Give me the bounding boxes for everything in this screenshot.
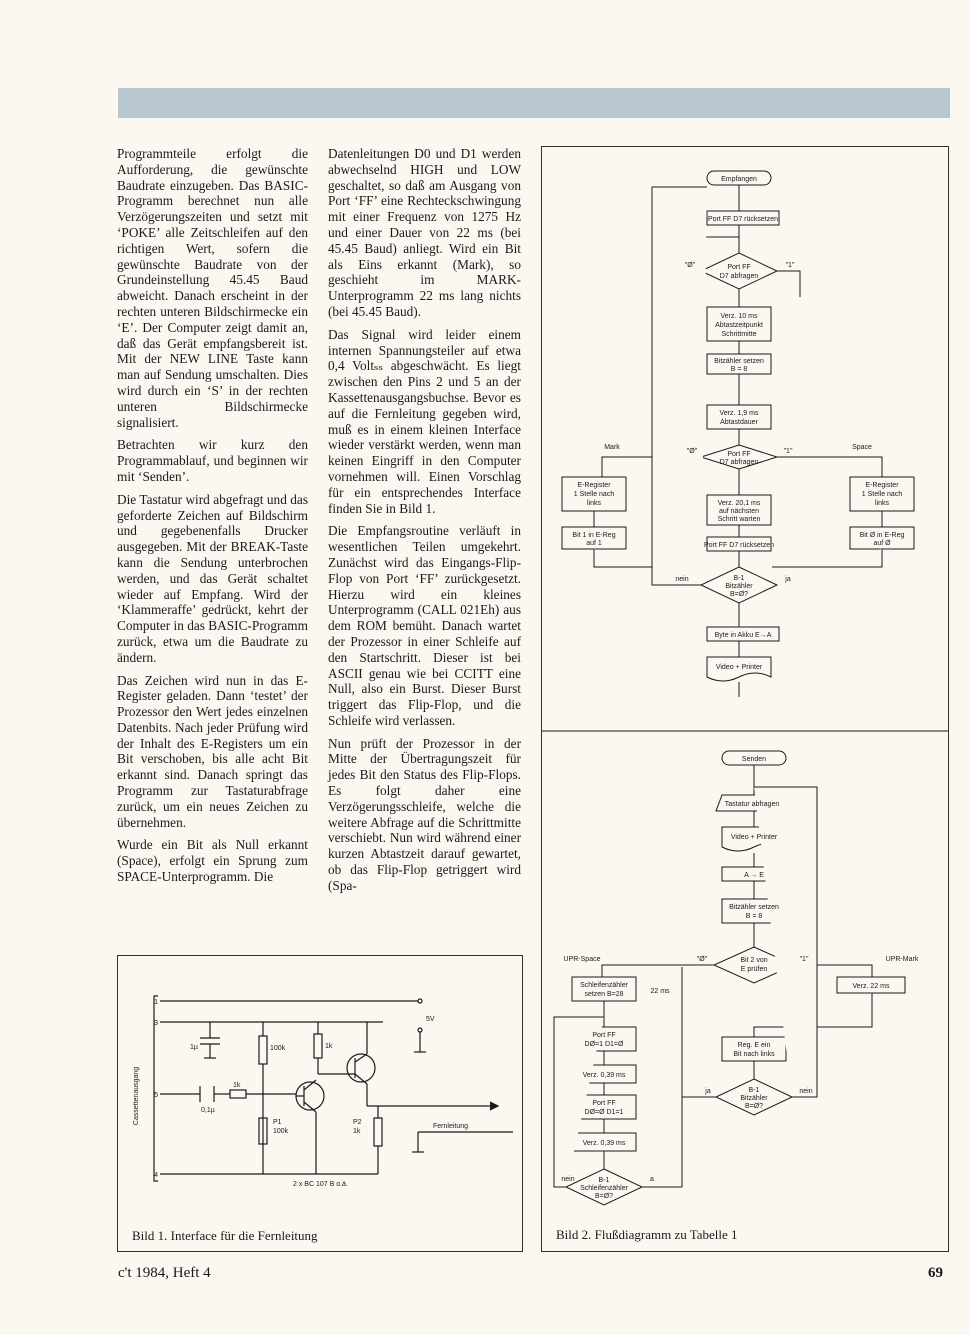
recv-dec: D7 abfragen [719, 273, 759, 280]
flowchart-figure [541, 146, 949, 1252]
recv-box: Port FF D7 rücksetzen [707, 216, 779, 223]
recv-box: Bit 1 in E-Reg [572, 532, 616, 539]
recv-box: links [874, 500, 890, 507]
recv-mark: Mark [604, 444, 620, 451]
recv-box: Schrittmitte [721, 331, 757, 338]
recv-box: Port FF D7 rücksetzen [703, 542, 775, 549]
send-box: B = 8 [745, 913, 763, 920]
recv-box: Byte in Akku E→A [714, 632, 772, 639]
send-nein: nein [799, 1088, 813, 1095]
send-dec: B-1 [598, 1177, 610, 1184]
flowchart-diagram [542, 147, 948, 1251]
p1-value: 100k [273, 1128, 289, 1135]
send-box: DØ=Ø D1=1 [584, 1109, 624, 1116]
page-number: 69 [928, 1265, 943, 1281]
output-label: Fernleitung [433, 1123, 469, 1130]
pin-4-label: 4 [154, 1172, 158, 1179]
recv-box: Abtastzeitpunkt [715, 322, 763, 329]
paragraph: Nun prüft der Prozessor in der Mitte der Übertragungszeit für jedes Bit den Status des Flip-Flops. Es folgt daher eine Verzögerungsschleife, welche die weitere Abfrage auf die Schrittmitte verschiebt. Nun wird während einer kurzen Abtastzeit darauf gewartet, ob das Flip-Flop getriggert wird (Spa- [328, 735, 521, 893]
recv-ja: ja [785, 576, 791, 583]
paragraph: Die Tastatur wird abgefragt und das geforderte Zeichen auf Bildschirm und gegebenenfalls Drucker ausgegeben. Mit der BREAK-Taste kann die Sendung unterbrochen werden, und das Gerät schaltet wieder auf Empfang. Wird der ‘Klammeraffe’ gedrückt, kehrt der Computer in das BASIC-Programm zurück, etwa um die Baudrate zu ändern. [117, 491, 308, 665]
text-column-2 [328, 146, 521, 901]
paragraph: Das Zeichen wird nun in das E-Register geladen. Dann ‘testet’ der Prozessor den Wert jedes einzelnen Datenbits. Nach jeder Prüfung wird der Inhalt des E-Registers um ein Bit verschoben, bis alle acht Bit erkannt sind. Danach springt das Programm zur Tastaturabfrage zurück, um ein neues Zeichen zu übernehmen. [117, 672, 308, 830]
recv-box: Bitzähler setzen [714, 358, 764, 365]
recv-box: 1 Stelle nach [861, 491, 903, 498]
send-box: Port FF [592, 1032, 616, 1039]
send-ja: ja [705, 1088, 711, 1095]
send-dec: Schleifenzähler [580, 1185, 628, 1192]
header-band [118, 88, 950, 118]
pin-5-label: 5 [154, 1092, 158, 1099]
send-box: Bit nach links [733, 1051, 775, 1058]
recv-start: Empfangen [721, 176, 757, 183]
recv-zero: "Ø" [684, 262, 696, 269]
figure-1-caption: Bild 1. Interface für die Fernleitung [132, 1228, 318, 1243]
send-box: setzen B=28 [584, 991, 624, 998]
r1-label: 1k [233, 1082, 241, 1089]
send-box: A → E [744, 872, 764, 879]
supply-label: 5V [426, 1016, 435, 1023]
send-space: UPR-Space [563, 956, 601, 963]
p2-label: P2 [353, 1119, 362, 1126]
recv-box: B = 8 [730, 366, 748, 373]
footer-issue: c't 1984, Heft 4 [118, 1265, 211, 1281]
recv-space: Space [852, 444, 872, 451]
paragraph: Das Signal wird leider einem internen Spannungsteiler auf etwa 0,4 Voltₛₛ abgeschwächt. Es liegt zwischen den Pins 2 und 5 an der Kassettenausgangsbuchse. Bevor es auf die Fernleitung gegeben wird, muß es in einem kleinen Interface wieder verstärkt werden, wenn man keinen Eingriff in den Computer vornehmen will. Einen Vorschlag für ein entsprechendes Interface finden Sie in Bild 1. [328, 326, 521, 516]
send-box: Verz. 0,39 ms [582, 1140, 626, 1147]
send-mark: UPR-Mark [885, 956, 919, 963]
paragraph: Die Empfangsroutine verläuft in wesentlichen Teilen umgekehrt. Zunächst wird das Eingangs-Flip-Flop von Port ‘FF’ zurückgesetzt. Hierzu wird ein kleines Unterprogramm (CALL 021Eh) aus dem ROM bemüht. Danach wartet der Prozessor in einer Schleife auf den Startschritt. Dieser ist bei ASCII genau wie bei CCITT eine Null, also ein Burst. Dieser Burst triggert das Flip-Flop, und die Schleife wird verlassen. [328, 523, 521, 728]
recv-one: "1" [783, 448, 793, 455]
text-column-1 [117, 146, 308, 892]
send-start: Senden [741, 756, 767, 763]
recv-box: auf 1 [586, 540, 602, 547]
recv-box: Bit Ø in E-Reg [859, 532, 905, 539]
send-box: Bitzähler setzen [729, 904, 779, 911]
send-box: Port FF [592, 1100, 616, 1107]
recv-dec: D7 abfragen [719, 459, 759, 466]
send-dec: Bit 2 von [740, 957, 768, 964]
pin-1-label: 1 [154, 999, 158, 1006]
recv-box: Video + Printer [715, 664, 763, 671]
send-dec: E prüfen [740, 966, 768, 973]
r2-label: 100k [270, 1045, 286, 1052]
circuit-diagram [118, 956, 522, 1251]
c2-label: 0,1µ [201, 1107, 215, 1114]
p1-label: P1 [273, 1119, 282, 1126]
send-box: Schleifenzähler [580, 982, 628, 989]
c1-label: 1µ [190, 1044, 198, 1051]
recv-box: Verz. 1,9 ms [719, 410, 759, 417]
recv-box: links [586, 500, 602, 507]
send-ms: 22 ms [650, 988, 670, 995]
recv-zero: "Ø" [686, 448, 698, 455]
recv-box: Verz. 10 ms [720, 313, 758, 320]
send-dec: B-1 [748, 1087, 760, 1094]
send-one: "1" [799, 956, 809, 963]
paragraph: Wurde ein Bit als Null erkannt (Space), erfolgt ein Sprung zum SPACE-Unterprogramm. Die [117, 837, 308, 885]
send-box: Verz. 0,39 ms [582, 1072, 626, 1079]
send-box: DØ=1 D1=Ø [584, 1041, 624, 1048]
send-zero: "Ø" [696, 956, 708, 963]
paragraph: Datenleitungen D0 und D1 werden abwechselnd HIGH und LOW geschaltet, so daß am Ausgang von Port ‘FF’ eine Rechteckschwingung mit einer Frequenz von 1275 Hz und einer Dauer von 22 ms (bei 45.45 Baud) anliegt. Wird ein Bit als Eins erkannt (Mark), so geschieht im MARK-Unterprogramm 22 ms lang nichts (bei 45.45 Baud). [328, 146, 521, 319]
recv-box: auf Ø [873, 540, 891, 547]
recv-box: Schritt warten [717, 516, 761, 523]
send-nein: nein [561, 1176, 575, 1183]
send-dec: B=Ø? [744, 1103, 764, 1110]
recv-box: Abtastdauer [720, 419, 758, 426]
recv-nein: nein [675, 576, 689, 583]
pin-3-label: 3 [154, 1020, 158, 1027]
recv-box: E-Register [865, 482, 899, 489]
send-box: Reg. E ein [737, 1042, 771, 1049]
paragraph: Betrachten wir kurz den Programmablauf, und beginnen wir mit ‘Senden’. [117, 437, 308, 484]
recv-one: "1" [785, 262, 795, 269]
recv-dec: B-1 [733, 575, 745, 582]
transistor-label: 2 x BC 107 B o.ä. [293, 1181, 348, 1188]
p2-value: 1k [353, 1128, 361, 1135]
send-box: Verz. 22 ms [852, 983, 890, 990]
recv-dec: Port FF [727, 451, 751, 458]
recv-box: E-Register [577, 482, 611, 489]
cassette-label: Cassettenausgang [133, 1066, 140, 1126]
recv-dec: Bitzähler [725, 583, 753, 590]
paragraph: Programmteile erfolgt die Aufforderung, die gewünschte Baudrate einzugeben. Das BASIC-Programm berechnet nun alle Verzögerungszeiten und setzt mit ‘POKE’ alle Zeitschleifen auf den richtigen Wert, sofern die gewünschte Baudrate von der Grundeinstellung 45.45 Baud abweicht. Danach erscheint in der rechten unteren Bildschirmecke ein ‘E’. Der Computer zeigt damit an, daß das Gerät empfangsbereit ist. Mit der NEW LINE Taste kann man auf Sendung umschalten. Dies wird durch ein ‘S’ in der rechten unteren Bildschirmecke signalisiert. [117, 146, 308, 430]
circuit-figure [117, 955, 523, 1252]
recv-dec: Port FF [727, 264, 751, 271]
send-dec: Bitzähler [740, 1095, 768, 1102]
recv-dec: B=Ø? [729, 591, 749, 598]
r3-label: 1k [325, 1043, 333, 1050]
figure-2-caption: Bild 2. Flußdiagramm zu Tabelle 1 [556, 1227, 738, 1242]
recv-box: auf nächsten [718, 508, 760, 515]
send-a: a [650, 1176, 654, 1183]
recv-box: Verz. 20,1 ms [717, 500, 761, 507]
send-box: Tastatur abfragen [724, 801, 780, 808]
send-box: Video + Printer [730, 834, 778, 841]
send-dec: B=Ø? [594, 1193, 614, 1200]
recv-box: 1 Stelle nach [573, 491, 615, 498]
